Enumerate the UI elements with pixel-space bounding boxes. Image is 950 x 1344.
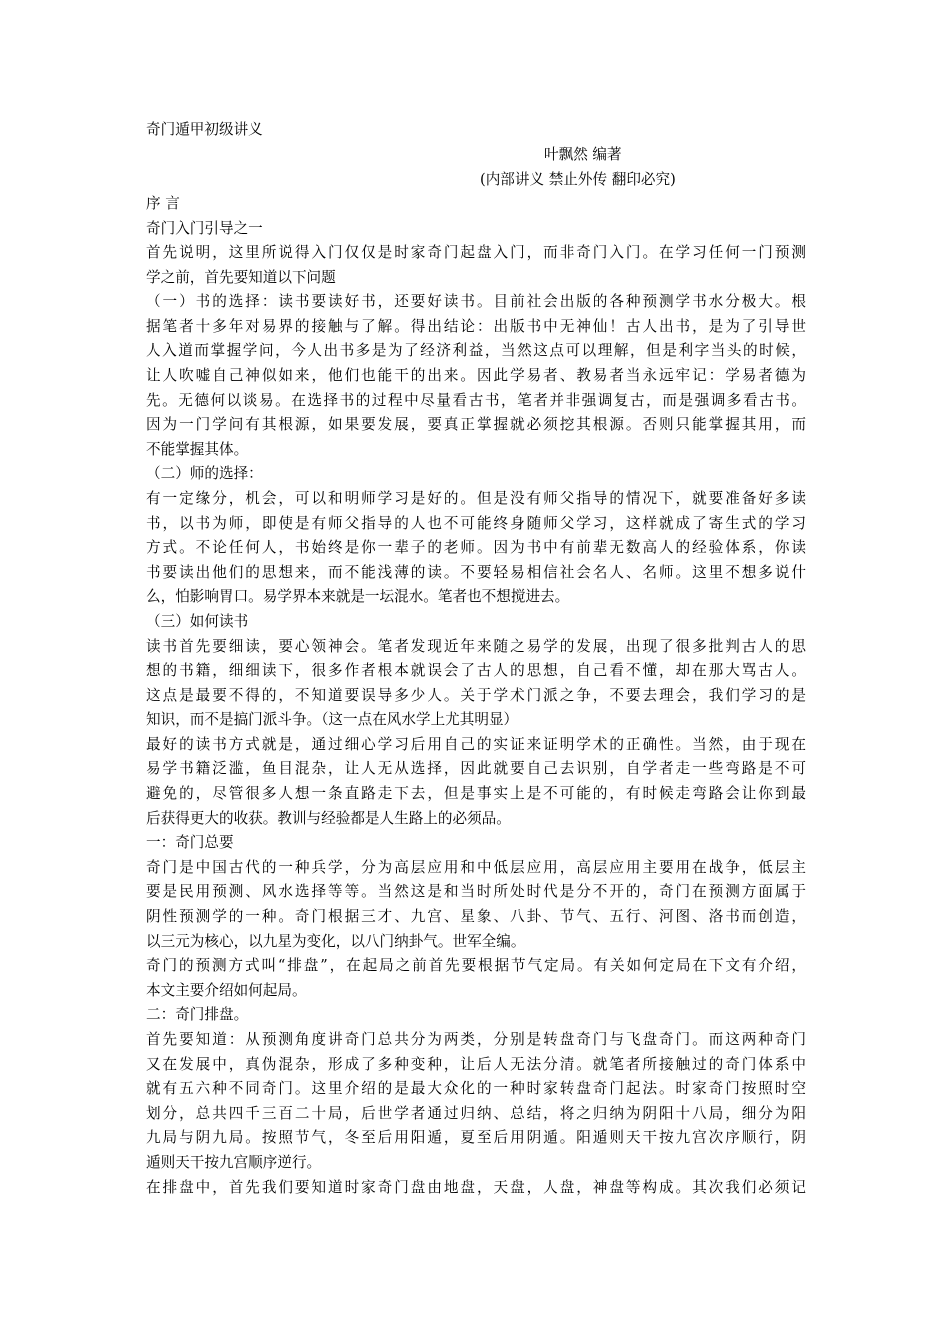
document-title: 奇门遁甲初级讲义 — [146, 121, 263, 138]
text-line: 遁则天干按九宫顺序逆行。 — [146, 1153, 322, 1171]
text-line: 首先要知道：从预测角度讲奇门总共分为两类，分别是转盘奇门与飞盘奇门。而这两种奇门 — [146, 1031, 806, 1048]
text-line: 又在发展中，真伪混杂，形成了多种变种，让后人无法分清。就笔者所接触过的奇门体系中 — [146, 1055, 806, 1073]
text-line: 想的书籍，细细读下，很多作者根本就误会了古人的思想，自己看不懂，却在那大骂古人。 — [146, 662, 806, 680]
text-line: 因为一门学问有其根源，如果要发展，要真正掌握就必须挖其根源。否则只能掌握其用，而 — [146, 416, 806, 434]
text-line: 书，以书为师，即使是有师父指导的人也不可能终身随师父学习，这样就成了寄生式的学习 — [146, 514, 806, 532]
text-line: 知识，而不是搞门派斗争。（这一点在风水学上尤其明显） — [146, 711, 519, 729]
text-line: （二）师的选择： — [146, 465, 263, 483]
text-line: 奇门的预测方式叫“排盘”，在起局之前首先要根据节气定局。有关如何定局在下文有介绍， — [146, 957, 806, 975]
text-line: 让人吹嘘自己神似如来，他们也能干的出来。因此学易者、教易者当永远牢记：学易者德为 — [146, 366, 806, 384]
text-line: 阴性预测学的一种。奇门根据三才、九宫、星象、八卦、节气、五行、河图、洛书而创造， — [146, 908, 806, 926]
text-line: 就有五六种不同奇门。这里介绍的是最大众化的一种时家转盘奇门起法。时家奇门按照时空 — [146, 1080, 806, 1098]
text-line: 易学书籍泛滥，鱼目混杂，让人无从选择，因此就要自己去识别，自学者走一些弯路是不可 — [146, 760, 806, 778]
text-line: 划分，总共四千三百二十局，后世学者通过归纳、总结，将之归纳为阴阳十八局，细分为阳 — [146, 1104, 806, 1122]
text-line: 在排盘中，首先我们要知道时家奇门盘由地盘，天盘，人盘，神盘等构成。其次我们必须记 — [146, 1178, 806, 1196]
section-subheading: 奇门入门引导之一 — [146, 220, 263, 237]
text-line: 最好的读书方式就是，通过细心学习后用自己的实证来证明学术的正确性。当然，由于现在 — [146, 735, 806, 753]
text-line: 这点是最要不得的，不知道要误导多少人。关于学术门派之争，不要去理会，我们学习的是 — [146, 686, 806, 704]
text-line: 避免的，尽管很多人想一条直路走下去，但是事实上是不可能的，有时候走弯路会让你到最 — [146, 785, 806, 803]
text-line: 一：奇门总要 — [146, 834, 234, 852]
text-line: （三）如何读书 — [146, 612, 249, 630]
author-line: 叶飘然 编著 — [544, 146, 622, 163]
text-line: 不能掌握其体。 — [146, 440, 249, 458]
text-line: 先。无德何以谈易。在选择书的过程中尽量看古书，笔者并非强调复古，而是强调多看古书。 — [146, 391, 806, 409]
text-line: 人入道而掌握学问，今人出书多是为了经济利益，当然这点可以理解，但是利字当头的时候， — [146, 342, 806, 360]
text-line: 奇门是中国古代的一种兵学，分为高层应用和中低层应用，高层应用主要用在战争，低层主 — [146, 858, 806, 876]
text-line: 读书首先要细读，要心领神会。笔者发现近年来随之易学的发展，出现了很多批判古人的思 — [146, 637, 806, 655]
text-line: 九局与阴九局。按照节气，冬至后用阳遁，夏至后用阴遁。阳遁则天干按九宫次序顺行，阴 — [146, 1129, 806, 1147]
text-line: 学之前，首先要知道以下问题 — [146, 268, 336, 286]
text-line: 要是民用预测、风水选择等等。当然这是和当时所处时代是分不开的，奇门在预测方面属于 — [146, 883, 806, 901]
copyright-note: (内部讲义 禁止外传 翻印必究) — [480, 171, 676, 188]
text-line: 本文主要介绍如何起局。 — [146, 981, 307, 999]
text-line: 么，怕影响胃口。易学界本来就是一坛混水。笔者也不想搅进去。 — [146, 588, 570, 606]
text-line: 首先说明，这里所说得入门仅仅是时家奇门起盘入门，而非奇门入门。在学习任何一门预测 — [146, 244, 806, 261]
text-line: 二：奇门排盘。 — [146, 1006, 249, 1024]
text-line: （一）书的选择：读书要读好书，还要好读书。目前社会出版的各种预测学书水分极大。根 — [146, 293, 806, 311]
text-line: 据笔者十多年对易界的接触与了解。得出结论：出版书中无神仙！古人出书，是为了引导世 — [146, 317, 806, 335]
text-line: 以三元为核心，以九星为变化，以八门纳卦气。世军全编。 — [146, 932, 526, 950]
text-line: 方式。不论任何人，书始终是你一辈子的老师。因为书中有前辈无数高人的经验体系，你读 — [146, 539, 806, 557]
text-line: 后获得更大的收获。教训与经验都是人生路上的必须品。 — [146, 809, 511, 827]
preface-heading: 序 言 — [146, 195, 180, 212]
text-line: 有一定缘分，机会，可以和明师学习是好的。但是没有师父指导的情况下，就要准备好多读 — [146, 489, 806, 507]
body-text — [146, 241, 806, 1200]
text-line: 书要读出他们的思想来，而不能浅薄的读。不要轻易相信社会名人、名师。这里不想多说什 — [146, 563, 806, 581]
